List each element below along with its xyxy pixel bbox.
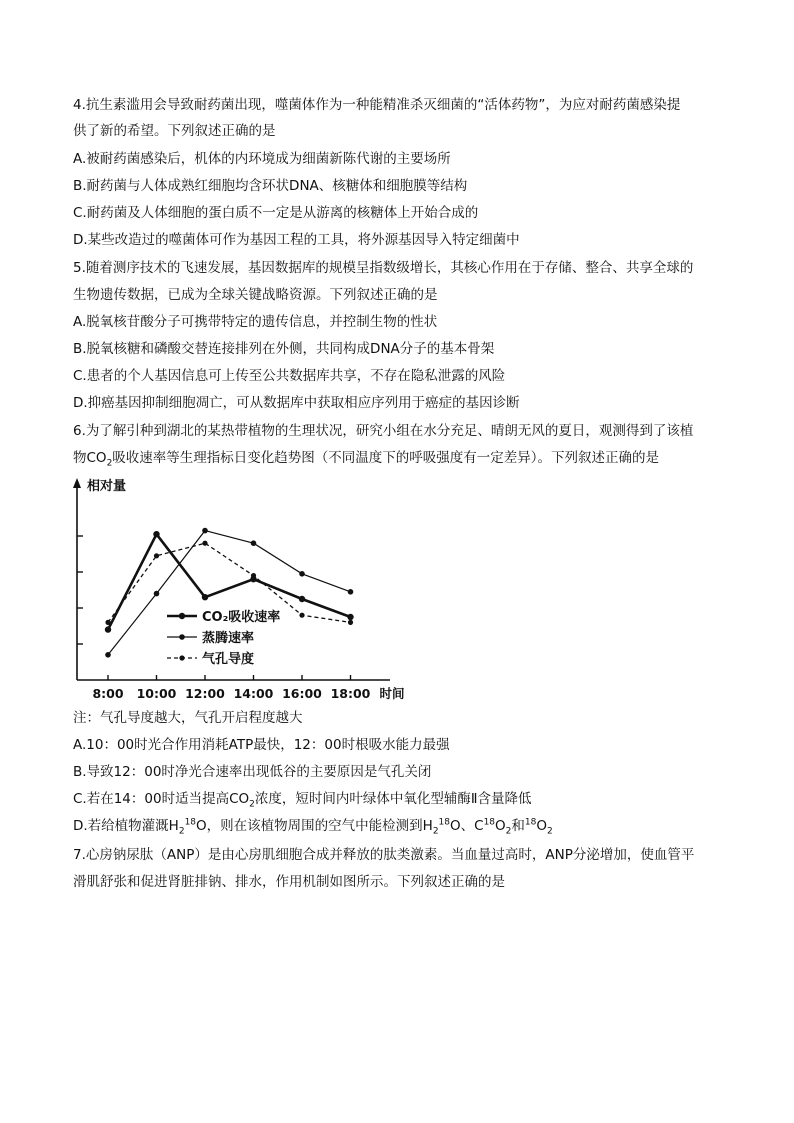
x-tick-label: 16:00 <box>282 686 322 701</box>
q6-note: 注：气孔导度越大，气孔开启程度越大 <box>73 710 303 726</box>
q5-option-b: B.脱氧核糖和磷酸交替连接排列在外侧，共同构成DNA分子的基本骨架 <box>73 341 495 357</box>
x-tick-label: 12:00 <box>185 686 225 701</box>
q7-stem-line1: 7.心房钠尿肽（ANP）是由心房肌细胞合成并释放的肽类激素。当血量过高时，ANP分泌增加，使血管平 <box>73 847 695 863</box>
q4-option-b: B.耐药菌与人体成熟红细胞均含环状DNA、核糖体和细胞膜等结构 <box>73 178 468 194</box>
data-point <box>154 591 160 597</box>
data-point <box>154 553 159 558</box>
data-point <box>105 620 110 625</box>
q6-stem-line1: 6.为了解引种到湖北的某热带植物的生理状况，研究小组在水分充足、晴朗无风的夏日，观测得到了该植 <box>73 423 694 439</box>
data-point <box>105 652 111 658</box>
legend-marker-0 <box>179 613 185 619</box>
x-tick-label: 8:00 <box>92 686 124 701</box>
q4-stem-line2: 供了新的希望。下列叙述正确的是 <box>73 123 276 139</box>
data-point <box>347 614 353 620</box>
legend-label-0: CO₂吸收速率 <box>202 610 281 625</box>
data-point <box>348 589 354 595</box>
chart-axes <box>73 478 405 701</box>
q5-stem-line2: 生物遗传数据，已成为全球关键战略资源。下列叙述正确的是 <box>73 287 438 303</box>
q6-chart <box>60 470 420 702</box>
q6-option-c: C.若在14：00时适当提高$CO_2$浓度，短时间内叶绿体中氧化型辅酶Ⅱ含量降低 <box>73 791 532 810</box>
data-point <box>299 571 305 577</box>
q4-stem-line1: 4.抗生素滥用会导致耐药菌出现，噬菌体作为一种能精准杀灭细菌的“活体药物”，为应对耐药菌感染提 <box>73 97 681 113</box>
q7-stem-line2: 滑肌舒张和促进肾脏排钠、排水，作用机制如图所示。下列叙述正确的是 <box>73 874 505 890</box>
q4-option-a: A.被耐药菌感染后，机体的内环境成为细菌新陈代谢的主要场所 <box>73 151 451 167</box>
x-tick-label: 10:00 <box>136 686 177 701</box>
data-point <box>202 541 207 546</box>
x-axis-label: 时间 <box>379 686 405 701</box>
data-point <box>153 531 159 537</box>
legend-marker-2 <box>179 655 184 660</box>
data-point <box>251 573 256 578</box>
chart-legend <box>167 609 280 667</box>
y-axis-arrow <box>73 478 81 488</box>
data-point <box>202 528 208 534</box>
q4-option-d: D.某些改造过的噬菌体可作为基因工程的工具，将外源基因导入特定细菌中 <box>73 232 520 248</box>
q5-stem-line1: 5.随着测序技术的飞速发展，基因数据库的规模呈指数级增长，其核心作用在于存储、整合、共享全球的 <box>73 260 694 276</box>
data-point <box>251 540 257 546</box>
data-point <box>202 594 208 600</box>
legend-label-2: 气孔导度 <box>202 652 255 667</box>
data-point <box>348 620 353 625</box>
q6-option-b: B.导致12：00时净光合速率出现低谷的主要原因是气孔关闭 <box>73 764 432 780</box>
q4-option-c: C.耐药菌及人体细胞的蛋白质不一定是从游离的核糖体上开始合成的 <box>73 205 479 221</box>
q6-option-d: D.若给植物灌溉$H_2^{18}O$，则在该植物周围的空气中能检测到$H_2^{18}O$、$C^{18}O_2$和$^{18}O_2$ <box>73 817 553 837</box>
x-tick-label: 18:00 <box>330 686 371 701</box>
x-tick-label: 14:00 <box>233 686 274 701</box>
data-point <box>299 596 305 602</box>
data-point <box>105 626 111 632</box>
q5-option-c: C.患者的个人基因信息可上传至公共数据库共享，不存在隐私泄露的风险 <box>73 368 506 384</box>
q5-option-d: D.抑癌基因抑制细胞凋亡，可从数据库中获取相应序列用于癌症的基因诊断 <box>73 395 520 411</box>
data-point <box>299 613 304 618</box>
legend-label-1: 蒸腾速率 <box>202 631 255 646</box>
y-axis-label: 相对量 <box>87 479 127 494</box>
legend-marker-1 <box>179 634 185 640</box>
q6-option-a: A.10：00时光合作用消耗ATP最快，12：00时根吸水能力最强 <box>73 737 450 753</box>
q5-option-a: A.脱氧核苷酸分子可携带特定的遗传信息，并控制生物的性状 <box>73 314 438 330</box>
q6-stem-line2: 物$CO_2$吸收速率等生理指标日变化趋势图（不同温度下的呼吸强度有一定差异）。下列叙述正确的是 <box>73 450 660 469</box>
